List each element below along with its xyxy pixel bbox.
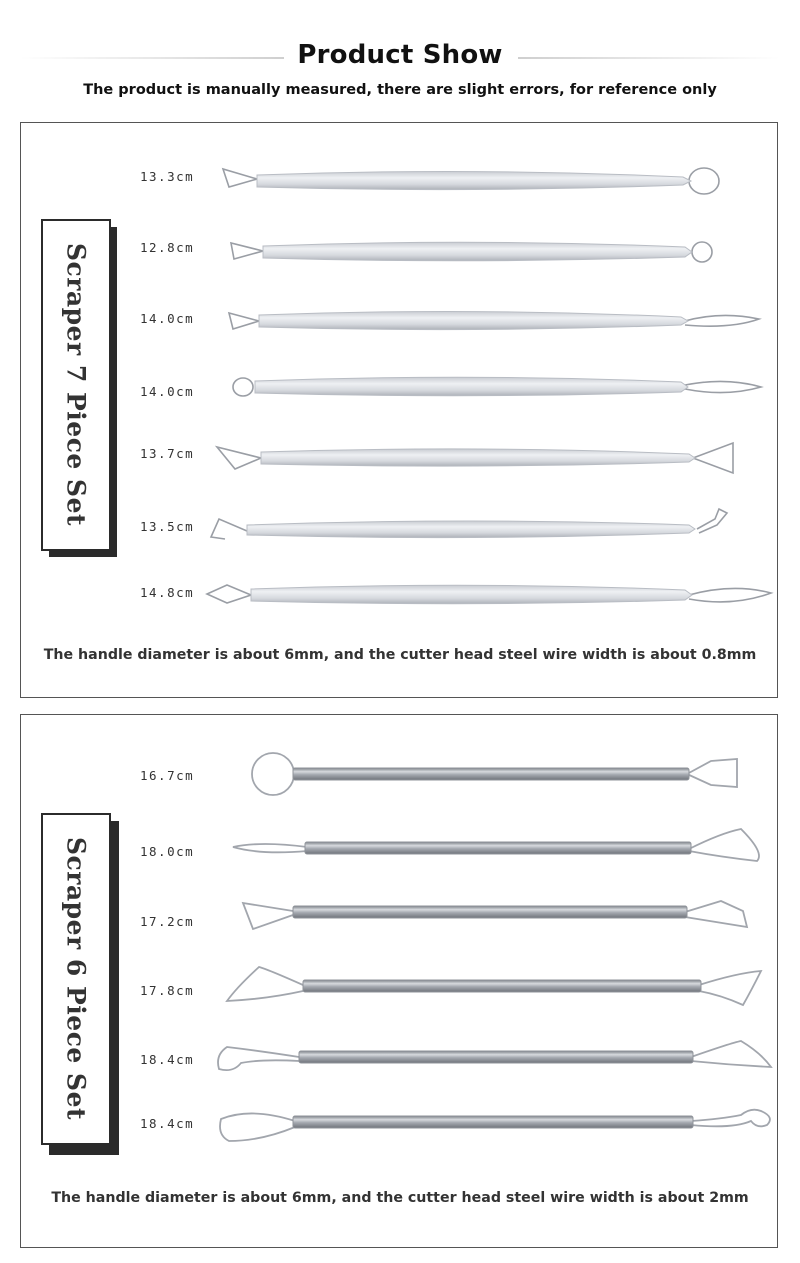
set6-length-3: 17.2cm <box>140 914 195 929</box>
set7-length-7: 14.8cm <box>140 585 195 600</box>
set6-tool-1 <box>252 753 737 795</box>
set6-length-6: 18.4cm <box>140 1116 195 1131</box>
set7-length-5: 13.7cm <box>140 446 195 461</box>
set7-tools-drawing <box>21 123 777 663</box>
set6-tool-3 <box>243 901 747 929</box>
set6-length-2: 18.0cm <box>140 844 195 859</box>
set6-tool-2 <box>233 829 759 861</box>
set7-label: Scraper 7 Piece Set <box>61 243 91 527</box>
set6-length-5: 18.4cm <box>140 1052 195 1067</box>
set6-length-4: 17.8cm <box>140 983 195 998</box>
set7-length-4: 14.0cm <box>140 384 195 399</box>
header-divider-right <box>518 57 780 59</box>
set7-tool-2 <box>231 242 712 262</box>
set6-panel <box>20 714 778 1248</box>
set7-length-6: 13.5cm <box>140 519 195 534</box>
set7-tool-7 <box>207 585 771 604</box>
set7-length-2: 12.8cm <box>140 240 195 255</box>
page-subtitle: The product is manually measured, there are slight errors, for reference only <box>83 82 717 98</box>
set7-tool-4 <box>233 377 761 396</box>
set7-tool-5 <box>217 443 733 473</box>
set7-tool-6 <box>211 509 727 539</box>
set6-note: The handle diameter is about 6mm, and the cutter head steel wire width is about 2mm <box>51 1190 749 1206</box>
set6-tool-6 <box>220 1110 770 1141</box>
set7-tool-3 <box>229 311 759 329</box>
set7-panel <box>20 122 778 698</box>
set7-length-1: 13.3cm <box>140 169 195 184</box>
set6-label: Scraper 6 Piece Set <box>61 837 91 1121</box>
page-title: Product Show <box>297 40 503 70</box>
set6-tool-4 <box>227 967 761 1005</box>
set7-length-3: 14.0cm <box>140 311 195 326</box>
set6-tool-5 <box>218 1041 771 1070</box>
set6-tools-drawing <box>21 715 777 1215</box>
set7-note: The handle diameter is about 6mm, and the cutter head steel wire width is about 0.8mm <box>43 647 757 663</box>
set7-tool-1 <box>223 168 719 194</box>
set6-length-1: 16.7cm <box>140 768 195 783</box>
